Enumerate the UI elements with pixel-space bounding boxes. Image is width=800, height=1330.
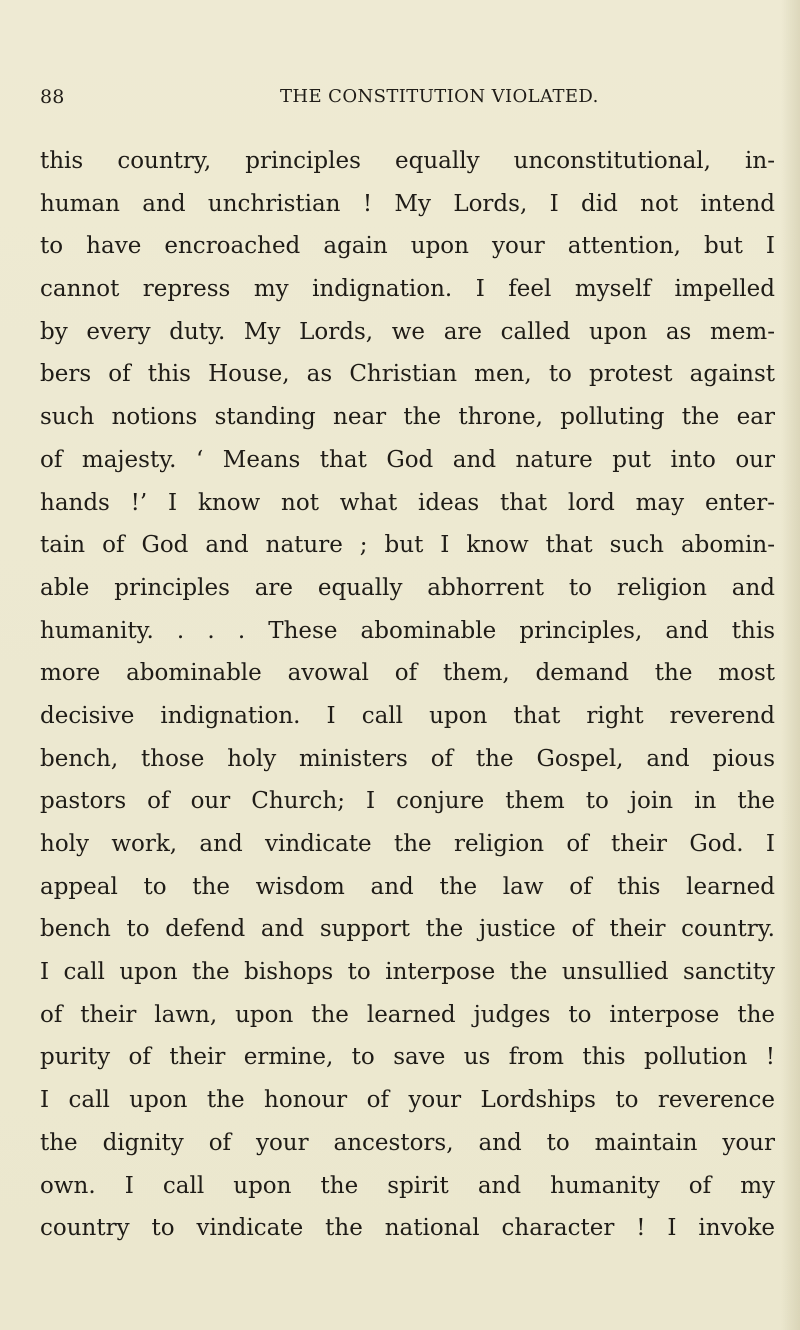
text-line: bench, those holy ministers of the Gospel, and pious xyxy=(40,745,775,772)
text-line: hands !’ I know not what ideas that lord may enter- xyxy=(40,489,775,516)
page-number: 88 xyxy=(40,86,65,108)
text-line: this country, principles equally unconstitutional, in- xyxy=(40,148,775,174)
text-line: such notions standing near the throne, polluting the ear xyxy=(40,404,775,431)
text-line: able principles are equally abhorrent to religion and xyxy=(40,574,775,601)
text-line: country to vindicate the national character ! I invoke xyxy=(40,1215,775,1242)
text-line: more abominable avowal of them, demand the most xyxy=(40,660,775,687)
text-line: of majesty. ‘ Means that God and nature put into our xyxy=(40,446,775,473)
page-header xyxy=(40,86,780,116)
body-text xyxy=(40,140,775,1250)
text-line: bench to defend and support the justice of their country. xyxy=(40,916,775,943)
text-line: by every duty. My Lords, we are called upon as mem- xyxy=(40,318,775,345)
text-line: purity of their ermine, to save us from this pollution ! xyxy=(40,1044,775,1071)
text-line: tain of God and nature ; but I know that such abomin- xyxy=(40,532,775,559)
text-line: decisive indignation. I call upon that right reverend xyxy=(40,702,775,729)
page-edge-shadow xyxy=(780,0,800,1330)
text-line: holy work, and vindicate the religion of their God. I xyxy=(40,831,775,857)
text-line: the dignity of your ancestors, and to maintain your xyxy=(40,1129,775,1156)
running-title: THE CONSTITUTION VIOLATED. xyxy=(280,86,599,107)
text-line: of their lawn, upon the learned judges to interpose the xyxy=(40,1001,775,1028)
text-line: humanity. . . . These abominable principles, and this xyxy=(40,617,775,644)
text-line: cannot repress my indignation. I feel myself impelled xyxy=(40,276,775,303)
text-line: I call upon the bishops to interpose the unsullied sanctity xyxy=(40,959,775,986)
text-line: bers of this House, as Christian men, to protest against xyxy=(40,361,775,388)
text-line: to have encroached again upon your attention, but I xyxy=(40,233,775,260)
text-line: appeal to the wisdom and the law of this learned xyxy=(40,873,775,900)
text-line: I call upon the honour of your Lordships to reverence xyxy=(40,1087,775,1114)
text-line: pastors of our Church; I conjure them to join in the xyxy=(40,788,775,815)
text-line: own. I call upon the spirit and humanity of my xyxy=(40,1172,775,1199)
text-line: human and unchristian ! My Lords, I did not intend xyxy=(40,190,775,217)
